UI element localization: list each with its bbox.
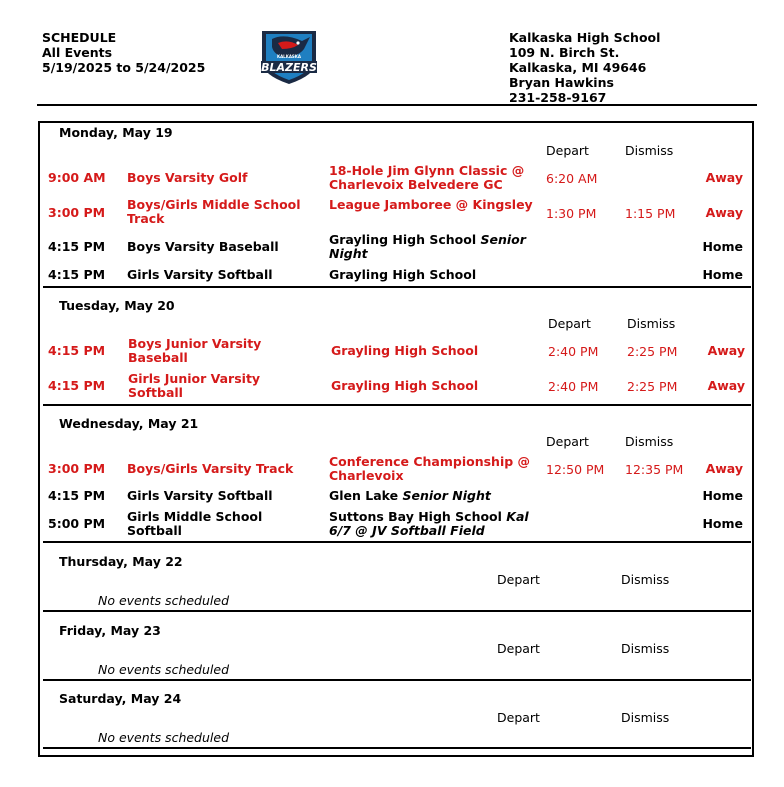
no-events-message: No events scheduled bbox=[98, 730, 230, 745]
event-time: 9:00 AM bbox=[48, 170, 106, 185]
event-opponent-cell bbox=[329, 510, 541, 538]
event-location: Home bbox=[702, 488, 743, 503]
event-time: 4:15 PM bbox=[48, 267, 106, 282]
report-title: SCHEDULE bbox=[42, 30, 117, 45]
event-opponent: 18-Hole Jim Glynn Classic @ Charlevoix Belvedere GC bbox=[329, 163, 525, 192]
depart-header: Depart bbox=[497, 572, 540, 587]
dismiss-header: Dismiss bbox=[621, 710, 670, 725]
event-note: Senior Night bbox=[329, 232, 526, 261]
day-divider bbox=[43, 286, 751, 288]
school-logo bbox=[258, 27, 320, 85]
depart-header: Depart bbox=[546, 434, 589, 449]
event-location: Away bbox=[707, 378, 745, 393]
event-depart: 6:20 AM bbox=[546, 171, 598, 186]
report-date-range: 5/19/2025 to 5/24/2025 bbox=[42, 60, 206, 75]
event-opponent: Glen Lake bbox=[329, 488, 399, 503]
report-filter: All Events bbox=[42, 45, 113, 60]
event-dismiss: 12:35 PM bbox=[625, 462, 684, 477]
day-divider bbox=[43, 679, 751, 681]
day-divider bbox=[43, 610, 751, 612]
depart-header: Depart bbox=[497, 710, 540, 725]
day-heading: Thursday, May 22 bbox=[59, 554, 183, 569]
header-divider bbox=[37, 104, 757, 106]
event-location: Away bbox=[705, 170, 743, 185]
logo-text: BLAZERS bbox=[261, 61, 317, 74]
event-name: Girls Varsity Softball bbox=[127, 488, 273, 503]
school-street: 109 N. Birch St. bbox=[509, 45, 620, 60]
event-note: Senior Night bbox=[402, 488, 491, 503]
event-location: Home bbox=[702, 516, 743, 531]
event-time: 4:15 PM bbox=[48, 488, 106, 503]
event-location: Home bbox=[702, 239, 743, 254]
school-name: Kalkaska High School bbox=[509, 30, 661, 45]
day-heading: Friday, May 23 bbox=[59, 623, 161, 638]
event-name: Girls Middle School Softball bbox=[127, 509, 263, 538]
event-depart: 12:50 PM bbox=[546, 462, 605, 477]
event-name: Boys/Girls Middle School Track bbox=[127, 197, 301, 226]
event-time: 4:15 PM bbox=[48, 378, 106, 393]
event-location: Home bbox=[702, 267, 743, 282]
dismiss-header: Dismiss bbox=[627, 316, 676, 331]
event-opponent-cell bbox=[329, 233, 539, 261]
no-events-message: No events scheduled bbox=[98, 593, 230, 608]
school-city: Kalkaska, MI 49646 bbox=[509, 60, 647, 75]
event-opponent: Grayling High School bbox=[329, 267, 477, 282]
event-name: Boys Junior Varsity Baseball bbox=[128, 336, 262, 365]
event-opponent: Grayling High School bbox=[329, 232, 477, 247]
depart-header: Depart bbox=[546, 143, 589, 158]
dismiss-header: Dismiss bbox=[621, 641, 670, 656]
dismiss-header: Dismiss bbox=[621, 572, 670, 587]
event-time: 3:00 PM bbox=[48, 205, 106, 220]
school-contact bbox=[509, 30, 660, 105]
event-opponent: Suttons Bay High School bbox=[329, 509, 502, 524]
depart-header: Depart bbox=[548, 316, 591, 331]
event-opponent: League Jamboree @ Kingsley bbox=[329, 197, 533, 212]
dismiss-header: Dismiss bbox=[625, 434, 674, 449]
event-location: Away bbox=[705, 205, 743, 220]
day-divider bbox=[43, 541, 751, 543]
event-time: 5:00 PM bbox=[48, 516, 106, 531]
event-time: 3:00 PM bbox=[48, 461, 106, 476]
event-dismiss: 1:15 PM bbox=[625, 206, 676, 221]
day-heading: Tuesday, May 20 bbox=[59, 298, 175, 313]
day-heading: Wednesday, May 21 bbox=[59, 416, 199, 431]
no-events-message: No events scheduled bbox=[98, 662, 230, 677]
event-depart: 1:30 PM bbox=[546, 206, 597, 221]
event-name: Boys Varsity Baseball bbox=[127, 239, 279, 254]
event-time: 4:15 PM bbox=[48, 239, 106, 254]
event-name: Boys Varsity Golf bbox=[127, 170, 248, 185]
event-time: 4:15 PM bbox=[48, 343, 106, 358]
event-opponent: Conference Championship @ Charlevoix bbox=[329, 454, 531, 483]
day-divider bbox=[43, 747, 751, 749]
contact-phone: 231-258-9167 bbox=[509, 90, 607, 105]
event-location: Away bbox=[705, 461, 743, 476]
event-depart: 2:40 PM bbox=[548, 344, 599, 359]
day-heading: Saturday, May 24 bbox=[59, 691, 182, 706]
event-name: Girls Varsity Softball bbox=[127, 267, 273, 282]
event-opponent: Grayling High School bbox=[331, 343, 479, 358]
day-divider bbox=[43, 404, 751, 406]
day-heading: Monday, May 19 bbox=[59, 125, 173, 140]
event-opponent: Grayling High School bbox=[331, 378, 479, 393]
event-name: Girls Junior Varsity Softball bbox=[128, 371, 261, 400]
dismiss-header: Dismiss bbox=[625, 143, 674, 158]
event-dismiss: 2:25 PM bbox=[627, 379, 678, 394]
event-dismiss: 2:25 PM bbox=[627, 344, 678, 359]
report-header-left bbox=[42, 30, 205, 75]
depart-header: Depart bbox=[497, 641, 540, 656]
event-note: Kal 6/7 @ JV Softball Field bbox=[329, 509, 529, 538]
event-location: Away bbox=[707, 343, 745, 358]
event-depart: 2:40 PM bbox=[548, 379, 599, 394]
event-name: Boys/Girls Varsity Track bbox=[127, 461, 294, 476]
contact-name: Bryan Hawkins bbox=[509, 75, 614, 90]
event-opponent-cell bbox=[329, 489, 539, 503]
logo-subtext: KALKASKA bbox=[276, 54, 302, 59]
